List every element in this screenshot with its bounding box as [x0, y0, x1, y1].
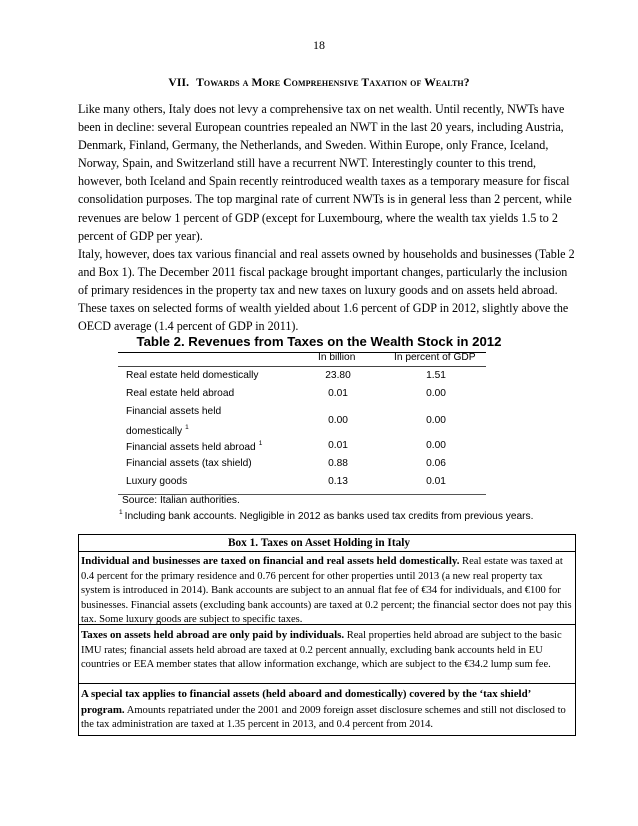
box-paragraph-text: Real properties held abroad are subject to the basic IMU rates; financial assets held abroad are taxed at 0.2 percent annually, excluding bank accounts held in EU countries or EEA member states that allow information exchange, which are subject to the €34.2 lump sum fee. [81, 630, 562, 670]
column-header-percent-gdp: In percent of GDP [394, 352, 476, 363]
row-footnote-marker: 1 [258, 440, 263, 447]
body-paragraph-1: Like many others, Italy does not levy a comprehensive tax on net wealth. Until recently, NWTs have been in decline: several European countries repealed an NWT in the last 20 years, including Austria, Denmark, Finland, Germany, the Netherlands, and Sweden. Within Europe, only France, Iceland, Norway, Spain, and Switzerland still have a recurrent NWT. Interestingly counter to this trend, however, both Iceland and Spain recently reintroduced wealth taxes as a temporary measure for fiscal consolidation purposes. The top marginal rate of current NWTs is in general less than 2 percent, while revenues are below 1 percent of GDP (except for Luxembourg, where the wealth tax yields 1.5 to 2 percent of GDP per year). [78, 102, 572, 243]
row-label-line-1: Financial assets held [126, 406, 222, 417]
row-value-billion: 23.80 [325, 370, 351, 381]
body-paragraph-2: Italy, however, does tax various financial and real assets owned by households and businesses (Table 2 and Box 1). The December 2011 fiscal package brought important changes, particularly the inclusion of primary residences in the property tax and new taxes on luxury goods and on assets held abroad. These taxes on selected forms of wealth yielded about 1.6 percent of GDP in 2012, slightly above the OECD average (1.4 percent of GDP in 2011). [78, 247, 575, 334]
table-source: Source: Italian authorities. [122, 495, 240, 506]
box-paragraph-lead: Individual and businesses are taxed on financial and real assets held domestically. [81, 555, 460, 567]
row-label: Real estate held domestically [126, 370, 259, 381]
row-value-percent: 0.06 [426, 458, 446, 469]
section-title: Towards a More Comprehensive Taxation of Wealth? [196, 76, 470, 89]
box-divider [79, 683, 575, 684]
row-label: Financial assets (tax shield) [126, 458, 252, 469]
row-label: Real estate held abroad [126, 388, 235, 399]
table-header-rule [118, 366, 486, 367]
box-title: Box 1. Taxes on Asset Holding in Italy [227, 537, 411, 549]
row-value-percent: 0.00 [426, 415, 446, 426]
box-paragraph-2 [81, 628, 573, 673]
row-value-percent: 1.51 [426, 370, 446, 381]
row-footnote-marker: 1 [185, 424, 189, 431]
row-value-billion: 0.01 [328, 440, 348, 451]
page-number: 18 [313, 38, 325, 52]
row-value-billion: 0.00 [328, 415, 348, 426]
footnote-marker: 1 [119, 509, 123, 516]
row-value-percent: 0.01 [426, 476, 446, 487]
row-label: Luxury goods [126, 476, 188, 487]
box-divider [79, 551, 575, 552]
row-value-billion: 0.13 [328, 476, 348, 487]
box-paragraph-lead: A special tax applies to financial assets (held aboard and domestically) covered by the ‘tax shield’ program. [81, 688, 531, 716]
footnote-text: Including bank accounts. Negligible in 2012 as banks used tax credits from previous years. [124, 511, 534, 522]
row-value-billion: 0.88 [328, 458, 348, 469]
box-paragraph-3 [81, 687, 573, 733]
box-divider [79, 624, 575, 625]
section-numeral: VII. [168, 76, 190, 89]
column-header-billion: In billion [318, 352, 356, 363]
box-paragraph-text: Real estate was taxed at 0.4 percent for the primary residence and 0.76 percent for other properties until 2013 (a new real property tax system is introduced in 2014). Bank accounts are subject to an annual flat fee of €34 for individuals, and €100 for businesses. Financial assets (excluding bank accounts) are taxed at 0.2 percent; the financial sector does not pay this tax. Some luxury goods are subject to specific taxes. [81, 556, 572, 625]
box-paragraph-lead: Taxes on assets held abroad are only paid by individuals. [81, 629, 345, 641]
row-value-percent: 0.00 [426, 440, 446, 451]
row-label-line-2: domestically $^1$ [126, 424, 189, 437]
section-heading [0, 76, 638, 89]
row-value-billion: 0.01 [328, 388, 348, 399]
box-paragraph-1 [81, 554, 573, 628]
table-footnote [119, 509, 533, 522]
table-title: Table 2. Revenues from Taxes on the Wealth Stock in 2012 [136, 334, 502, 349]
box-paragraph-text: Amounts repatriated under the 2001 and 2009 foreign asset disclosure schemes and still not disclosed to the tax administration are taxed at 1.35 percent in 2013, and 0.4 percent from 2014. [81, 704, 566, 730]
row-value-percent: 0.00 [426, 388, 446, 399]
row-label: Financial assets held abroad $^1$ [126, 440, 263, 453]
